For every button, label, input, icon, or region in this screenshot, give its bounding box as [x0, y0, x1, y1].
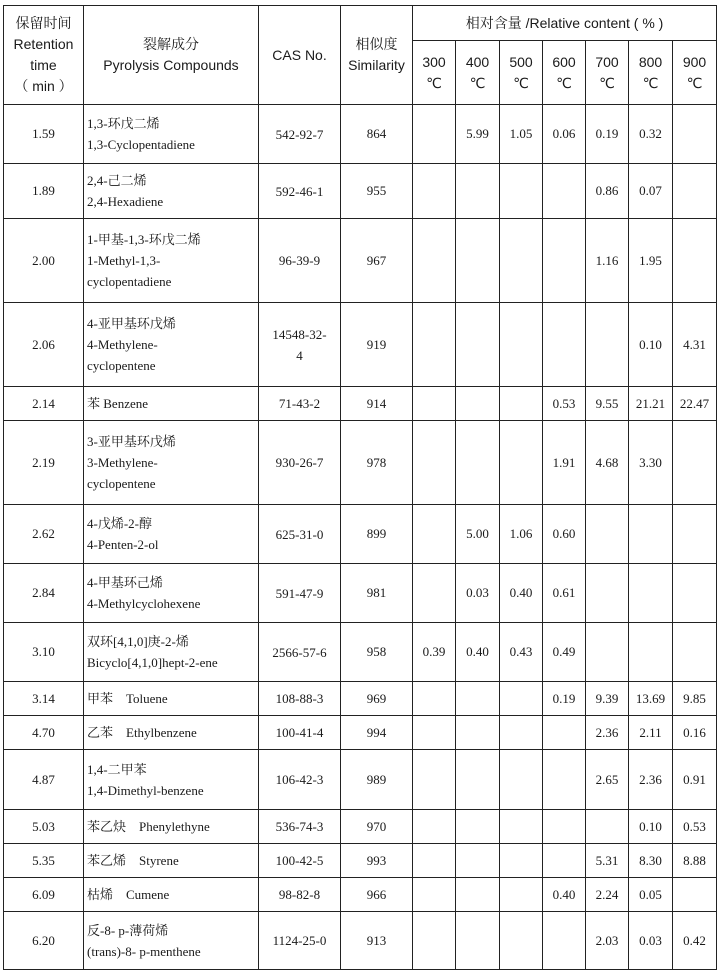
- retention-time-cell: 6.09: [4, 878, 84, 912]
- relative-content-cell: 0.86: [586, 164, 629, 219]
- relative-content-cell: [543, 810, 586, 844]
- temp-unit: ℃: [686, 74, 703, 91]
- compound-name-line: 4-戊烯-2-醇: [87, 516, 152, 531]
- relative-content-cell: [413, 505, 456, 564]
- relative-content-cell: 0.40: [543, 878, 586, 912]
- relative-content-cell: 5.00: [456, 505, 500, 564]
- cas-cell: [259, 716, 341, 750]
- compound-name-line: 乙苯 Ethylbenzene: [87, 725, 197, 740]
- cas-cell: [259, 750, 341, 810]
- cas-line: 592-46-1: [275, 183, 324, 199]
- table-row: [4, 912, 717, 970]
- header-pyrolysis-compounds: [84, 6, 259, 105]
- retention-time-cell: 3.10: [4, 623, 84, 682]
- table-row: [4, 844, 717, 878]
- relative-content-cell: [586, 505, 629, 564]
- cas-line: 536-74-3: [275, 819, 324, 834]
- relative-content-cell: 0.91: [673, 750, 717, 810]
- relative-content-cell: [500, 810, 543, 844]
- relative-content-cell: 2.03: [586, 912, 629, 970]
- cas-cell: [259, 219, 341, 303]
- cas-line: 591-47-9: [275, 585, 324, 601]
- table-row: [4, 682, 717, 716]
- cas-line: 100-42-5: [275, 853, 324, 868]
- temp-unit: ℃: [426, 74, 442, 91]
- cas-cell: [259, 878, 341, 912]
- compound-name-line: Bicyclo[4,1,0]hept-2-ene: [87, 655, 218, 670]
- header-similarity-line: 相似度: [355, 36, 398, 52]
- relative-content-cell: 2.65: [586, 750, 629, 810]
- compound-name-cell: [84, 623, 259, 682]
- cas-line: 98-82-8: [278, 887, 321, 902]
- relative-content-cell: [673, 105, 717, 164]
- cas-line: 1124-25-0: [272, 933, 327, 948]
- header-temp: [500, 41, 543, 105]
- temp-value: 600: [552, 53, 576, 70]
- relative-content-cell: 21.21: [629, 387, 673, 421]
- relative-content-cell: 4.31: [673, 303, 717, 387]
- relative-content-cell: 5.99: [456, 105, 500, 164]
- retention-time-cell: 2.14: [4, 387, 84, 421]
- relative-content-cell: 1.95: [629, 219, 673, 303]
- relative-content-cell: 0.05: [629, 878, 673, 912]
- compound-name-line: 1-甲基-1,3-环戊二烯: [87, 232, 201, 247]
- relative-content-cell: 1.06: [500, 505, 543, 564]
- compound-name-cell: [84, 844, 259, 878]
- compound-name-cell: [84, 810, 259, 844]
- relative-content-cell: [413, 387, 456, 421]
- relative-content-cell: [413, 219, 456, 303]
- temp-value: 700: [595, 53, 619, 70]
- relative-content-cell: [413, 844, 456, 878]
- similarity-cell: 958: [341, 623, 413, 682]
- compound-name-line: cyclopentene: [87, 358, 156, 373]
- retention-time-cell: 6.20: [4, 912, 84, 970]
- retention-time-cell: 2.19: [4, 421, 84, 505]
- relative-content-cell: [500, 844, 543, 878]
- table-body: [4, 105, 717, 970]
- similarity-cell: 994: [341, 716, 413, 750]
- similarity-cell: 914: [341, 387, 413, 421]
- relative-content-cell: [543, 750, 586, 810]
- header-temp: [673, 41, 717, 105]
- retention-time-cell: 5.03: [4, 810, 84, 844]
- relative-content-cell: [543, 219, 586, 303]
- compound-name-line: 1,4-Dimethyl-benzene: [87, 782, 204, 798]
- relative-content-cell: [413, 750, 456, 810]
- temp-unit: ℃: [469, 74, 486, 91]
- table-row: [4, 105, 717, 164]
- compound-name-line: 双环[4,1,0]庚-2-烯: [87, 634, 189, 649]
- compound-name-cell: [84, 912, 259, 970]
- relative-content-cell: [413, 303, 456, 387]
- cas-line: 14548-32-: [272, 326, 327, 342]
- retention-time-cell: 2.62: [4, 505, 84, 564]
- relative-content-cell: [673, 219, 717, 303]
- relative-content-cell: [629, 564, 673, 623]
- compound-name-cell: [84, 682, 259, 716]
- compound-name-line: 1,3-Cyclopentadiene: [87, 137, 195, 152]
- relative-content-cell: [673, 164, 717, 219]
- header-temp: [456, 41, 500, 105]
- compound-name-line: 1,4-二甲苯: [87, 761, 147, 777]
- relative-content-cell: [456, 164, 500, 219]
- similarity-cell: 913: [341, 912, 413, 970]
- compound-name-line: 1,3-环戊二烯: [87, 116, 160, 131]
- cas-line: 108-88-3: [275, 691, 324, 706]
- relative-content-cell: [456, 387, 500, 421]
- table-row: [4, 750, 717, 810]
- relative-content-cell: 5.31: [586, 844, 629, 878]
- similarity-cell: 864: [341, 105, 413, 164]
- retention-time-cell: 5.35: [4, 844, 84, 878]
- table-row: [4, 387, 717, 421]
- header-cas: CAS No.: [259, 6, 341, 105]
- relative-content-cell: [500, 912, 543, 970]
- cas-cell: [259, 303, 341, 387]
- cas-line: 542-92-7: [275, 126, 324, 142]
- relative-content-cell: 0.03: [629, 912, 673, 970]
- table-row: [4, 716, 717, 750]
- cas-cell: [259, 505, 341, 564]
- similarity-cell: 989: [341, 750, 413, 810]
- relative-content-cell: [413, 564, 456, 623]
- relative-content-cell: 0.03: [456, 564, 500, 623]
- relative-content-cell: [500, 164, 543, 219]
- table-row: [4, 878, 717, 912]
- header-rt-line: Retention: [13, 36, 74, 52]
- similarity-cell: 993: [341, 844, 413, 878]
- relative-content-cell: [456, 716, 500, 750]
- relative-content-cell: 0.07: [629, 164, 673, 219]
- compound-name-cell: [84, 564, 259, 623]
- relative-content-cell: 0.39: [413, 623, 456, 682]
- cas-cell: [259, 564, 341, 623]
- compound-name-line: cyclopentene: [87, 476, 156, 491]
- relative-content-cell: 22.47: [673, 387, 717, 421]
- similarity-cell: 970: [341, 810, 413, 844]
- relative-content-cell: [413, 878, 456, 912]
- relative-content-cell: 2.36: [629, 750, 673, 810]
- table-row: [4, 564, 717, 623]
- relative-content-cell: 0.61: [543, 564, 586, 623]
- relative-content-cell: [543, 303, 586, 387]
- relative-content-cell: 0.19: [543, 682, 586, 716]
- relative-content-cell: [543, 164, 586, 219]
- header-temp: [413, 41, 456, 105]
- relative-content-cell: [456, 844, 500, 878]
- compound-name-cell: [84, 505, 259, 564]
- header-temp: [586, 41, 629, 105]
- similarity-cell: 978: [341, 421, 413, 505]
- temp-unit: ℃: [599, 74, 615, 91]
- compound-name-line: 3-Methylene-: [87, 455, 158, 470]
- relative-content-cell: [500, 421, 543, 505]
- header-temp: [543, 41, 586, 105]
- cas-cell: [259, 844, 341, 878]
- header-retention-time: [4, 6, 84, 105]
- relative-content-cell: 1.91: [543, 421, 586, 505]
- compound-name-cell: [84, 750, 259, 810]
- cas-line: 930-26-7: [275, 455, 324, 470]
- temp-value: 900: [682, 53, 707, 70]
- relative-content-cell: [500, 716, 543, 750]
- relative-content-cell: [413, 912, 456, 970]
- similarity-cell: 955: [341, 164, 413, 219]
- relative-content-cell: [673, 878, 717, 912]
- similarity-cell: 919: [341, 303, 413, 387]
- similarity-cell: 981: [341, 564, 413, 623]
- cas-line: 4: [296, 347, 303, 363]
- relative-content-cell: [543, 716, 586, 750]
- table-row: [4, 505, 717, 564]
- relative-content-cell: 3.30: [629, 421, 673, 505]
- cas-line: 71-43-2: [278, 396, 321, 411]
- compound-name-line: 苯乙烯 Styrene: [87, 853, 179, 868]
- relative-content-cell: 0.16: [673, 716, 717, 750]
- retention-time-cell: 1.89: [4, 164, 84, 219]
- retention-time-cell: 3.14: [4, 682, 84, 716]
- compound-name-line: 甲苯 Toluene: [87, 691, 168, 706]
- relative-content-cell: [629, 623, 673, 682]
- header-rt-line: time: [30, 57, 57, 73]
- temp-value: 500: [509, 53, 533, 70]
- relative-content-cell: 8.88: [673, 844, 717, 878]
- compound-name-cell: [84, 303, 259, 387]
- table-row: [4, 303, 717, 387]
- relative-content-cell: [456, 421, 500, 505]
- compound-name-line: 反-8- p-薄荷烯: [87, 922, 169, 938]
- relative-content-cell: [586, 810, 629, 844]
- table-header: [4, 6, 717, 105]
- retention-time-cell: 2.06: [4, 303, 84, 387]
- compound-name-line: 枯烯 Cumene: [87, 887, 170, 902]
- compound-name-line: cyclopentadiene: [87, 274, 172, 289]
- relative-content-cell: 0.32: [629, 105, 673, 164]
- relative-content-cell: [673, 505, 717, 564]
- relative-content-cell: 0.53: [543, 387, 586, 421]
- similarity-cell: 967: [341, 219, 413, 303]
- relative-content-cell: [456, 219, 500, 303]
- relative-content-cell: [543, 844, 586, 878]
- relative-content-cell: [413, 810, 456, 844]
- relative-content-cell: [586, 564, 629, 623]
- temp-value: 300: [422, 53, 446, 70]
- relative-content-cell: 0.60: [543, 505, 586, 564]
- temp-value: 800: [638, 53, 663, 70]
- relative-content-cell: [456, 682, 500, 716]
- relative-content-cell: [500, 303, 543, 387]
- relative-content-cell: 4.68: [586, 421, 629, 505]
- cas-line: 2566-57-6: [272, 644, 327, 660]
- relative-content-cell: 0.19: [586, 105, 629, 164]
- relative-content-cell: [500, 219, 543, 303]
- relative-content-cell: [413, 164, 456, 219]
- table-row: [4, 623, 717, 682]
- cas-cell: [259, 682, 341, 716]
- compound-name-line: 2,4-己二烯: [87, 173, 147, 188]
- cas-cell: [259, 164, 341, 219]
- relative-content-cell: [456, 810, 500, 844]
- relative-content-cell: 0.10: [629, 303, 673, 387]
- compound-name-line: 4-Methylene-: [87, 337, 158, 352]
- relative-content-cell: 0.10: [629, 810, 673, 844]
- relative-content-cell: 1.16: [586, 219, 629, 303]
- relative-content-cell: [586, 303, 629, 387]
- relative-content-cell: 0.43: [500, 623, 543, 682]
- compound-name-cell: [84, 716, 259, 750]
- compound-name-line: (trans)-8- p-menthene: [87, 943, 201, 959]
- relative-content-cell: 0.42: [673, 912, 717, 970]
- relative-content-cell: [500, 387, 543, 421]
- cas-line: 625-31-0: [275, 526, 324, 542]
- relative-content-cell: [586, 623, 629, 682]
- compound-name-line: 3-亚甲基环戊烯: [87, 434, 176, 449]
- retention-time-cell: 4.87: [4, 750, 84, 810]
- header-compounds-line: Pyrolysis Compounds: [103, 57, 239, 73]
- header-relative-content: 相对含量 /Relative content ( % ): [413, 6, 717, 41]
- temp-unit: ℃: [556, 74, 572, 91]
- relative-content-cell: 2.11: [629, 716, 673, 750]
- relative-content-cell: [413, 421, 456, 505]
- relative-content-cell: [456, 878, 500, 912]
- pyrolysis-table: [3, 5, 717, 970]
- cas-line: 106-42-3: [275, 772, 324, 787]
- relative-content-cell: [673, 623, 717, 682]
- similarity-cell: 899: [341, 505, 413, 564]
- similarity-cell: 966: [341, 878, 413, 912]
- header-similarity: [341, 6, 413, 105]
- relative-content-cell: 13.69: [629, 682, 673, 716]
- relative-content-cell: [413, 682, 456, 716]
- relative-content-cell: 0.53: [673, 810, 717, 844]
- relative-content-cell: 9.85: [673, 682, 717, 716]
- relative-content-cell: 2.24: [586, 878, 629, 912]
- retention-time-cell: 2.00: [4, 219, 84, 303]
- relative-content-cell: [413, 716, 456, 750]
- relative-content-cell: [500, 878, 543, 912]
- retention-time-cell: 4.70: [4, 716, 84, 750]
- table-row: [4, 421, 717, 505]
- relative-content-cell: 1.05: [500, 105, 543, 164]
- cas-cell: [259, 912, 341, 970]
- relative-content-cell: [629, 505, 673, 564]
- cas-cell: [259, 387, 341, 421]
- relative-content-cell: 0.06: [543, 105, 586, 164]
- table-row: [4, 164, 717, 219]
- compound-name-cell: [84, 878, 259, 912]
- relative-content-cell: 2.36: [586, 716, 629, 750]
- cas-line: 96-39-9: [278, 253, 321, 268]
- temp-unit: ℃: [642, 74, 659, 91]
- relative-content-cell: [673, 421, 717, 505]
- relative-content-cell: 9.39: [586, 682, 629, 716]
- header-temp: [629, 41, 673, 105]
- temp-value: 400: [465, 53, 490, 70]
- temp-unit: ℃: [513, 74, 529, 91]
- retention-time-cell: 2.84: [4, 564, 84, 623]
- relative-content-cell: [500, 682, 543, 716]
- relative-content-cell: 8.30: [629, 844, 673, 878]
- cas-cell: [259, 421, 341, 505]
- cas-cell: [259, 105, 341, 164]
- compound-name-line: 4-Penten-2-ol: [87, 537, 159, 552]
- compound-name-cell: [84, 421, 259, 505]
- compound-name-line: 苯 Benzene: [87, 396, 149, 411]
- relative-content-cell: [413, 105, 456, 164]
- relative-content-cell: 0.49: [543, 623, 586, 682]
- relative-content-cell: 9.55: [586, 387, 629, 421]
- header-similarity-line: Similarity: [348, 57, 405, 73]
- compound-name-line: 1-Methyl-1,3-: [87, 253, 161, 268]
- relative-content-cell: [456, 303, 500, 387]
- compound-name-cell: [84, 105, 259, 164]
- relative-content-cell: [543, 912, 586, 970]
- cas-line: 100-41-4: [275, 725, 324, 740]
- header-rt-line: （ min ）: [14, 78, 73, 94]
- retention-time-cell: 1.59: [4, 105, 84, 164]
- relative-content-cell: [673, 564, 717, 623]
- similarity-cell: 969: [341, 682, 413, 716]
- compound-name-cell: [84, 164, 259, 219]
- header-rt-line: 保留时间: [15, 15, 72, 31]
- relative-content-cell: 0.40: [500, 564, 543, 623]
- cas-cell: [259, 623, 341, 682]
- compound-name-line: 苯乙炔 Phenylethyne: [87, 819, 210, 834]
- compound-name-line: 4-Methylcyclohexene: [87, 596, 201, 611]
- relative-content-cell: [456, 912, 500, 970]
- header-compounds-line: 裂解成分: [143, 36, 199, 52]
- compound-name-cell: [84, 387, 259, 421]
- cas-cell: [259, 810, 341, 844]
- compound-name-line: 4-亚甲基环戊烯: [87, 316, 176, 331]
- relative-content-cell: [456, 750, 500, 810]
- compound-name-line: 4-甲基环己烯: [87, 575, 163, 590]
- compound-name-cell: [84, 219, 259, 303]
- table-row: [4, 810, 717, 844]
- relative-content-cell: [500, 750, 543, 810]
- compound-name-line: 2,4-Hexadiene: [87, 194, 164, 209]
- relative-content-cell: 0.40: [456, 623, 500, 682]
- table-row: [4, 219, 717, 303]
